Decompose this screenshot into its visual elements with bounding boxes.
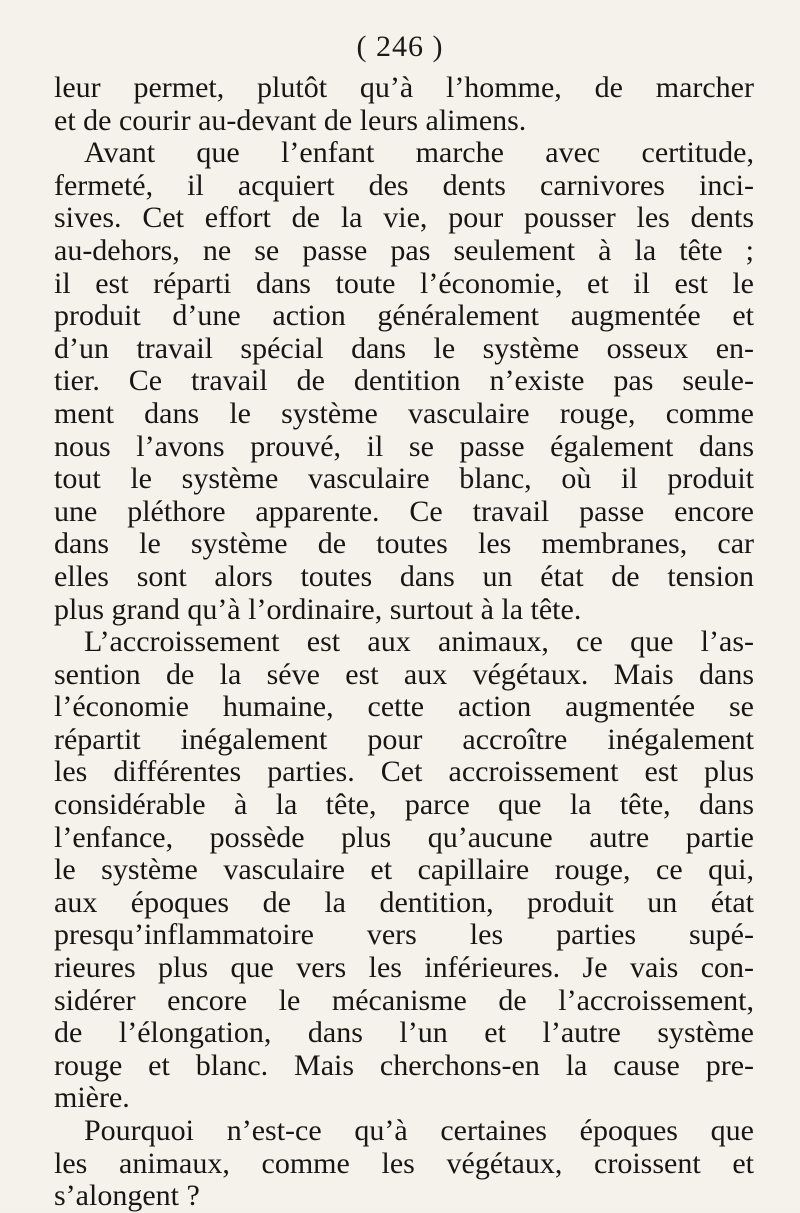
text-line: elles sont alors toutes dans un état de tension [54,559,754,593]
paragraph [54,137,754,626]
text-line: rieures plus que vers les inférieures. Je vais con- [54,951,754,985]
text-line: l’économie humaine, cette action augmentée se [54,690,754,724]
text-line: tier. Ce travail de dentition n’existe pas seule- [54,364,754,398]
paragraph [54,626,754,1115]
text-line: d’un travail spécial dans le système osseux en- [54,331,754,365]
text-line: presqu’inflammatoire vers les parties supé- [54,918,754,952]
text-line: tout le système vasculaire blanc, où il produit [54,462,754,496]
text-line: et de courir au-devant de leurs alimens. [54,103,527,137]
text-line: les différentes parties. Cet accroissement est plus [54,755,754,789]
text-line: ment dans le système vasculaire rouge, comme [54,396,754,430]
text-line: sives. Cet effort de la vie, pour pousser les dents [54,201,754,235]
text-line: s’alongent ? [54,1179,200,1213]
text-line: au-dehors, ne se passe pas seulement à la tête ; [54,233,754,267]
text-line: une pléthore apparente. Ce travail passe encore [54,494,754,528]
text-line: Pourquoi n’est-ce qu’à certaines époques que [84,1114,754,1147]
text-line: produit d’une action généralement augmentée et [54,299,754,333]
text-line: rouge et blanc. Mais cherchons-en la cause pre- [54,1048,754,1082]
text-line: considérable à la tête, parce que la tête, dans [54,788,754,822]
page-number: ( 246 ) [356,30,444,63]
text-line: il est réparti dans toute l’économie, et il est le [54,266,754,300]
text-line: répartit inégalement pour accroître inégalement [54,722,754,756]
paragraph [54,1115,754,1213]
text-line: mière. [54,1081,130,1115]
text-line: fermeté, il acquiert des dents carnivores inci- [54,168,754,202]
text-line: sidérer encore le mécanisme de l’accroissement, [54,983,754,1017]
text-line: de l’élongation, dans l’un et l’autre système [54,1016,754,1050]
text-line: les animaux, comme les végétaux, croissent et [54,1146,754,1180]
text-line: dans le système de toutes les membranes, car [54,527,754,561]
body-text [54,72,754,1213]
text-line: aux époques de la dentition, produit un état [54,885,754,919]
text-line: l’enfance, possède plus qu’aucune autre partie [54,820,754,854]
text-line: plus grand qu’à l’ordinaire, surtout à la tête. [54,592,582,626]
text-line: L’accroissement est aux animaux, ce que l’as- [84,625,754,659]
text-line: Avant que l’enfant marche avec certitude, [84,136,754,170]
paragraph [54,72,754,137]
text-line: le système vasculaire et capillaire rouge, ce qui, [54,853,754,887]
text-line: sention de la séve est aux végétaux. Mais dans [54,657,754,691]
text-line: nous l’avons prouvé, il se passe également dans [54,429,754,463]
text-line: leur permet, plutôt qu’à l’homme, de marcher [54,71,754,104]
